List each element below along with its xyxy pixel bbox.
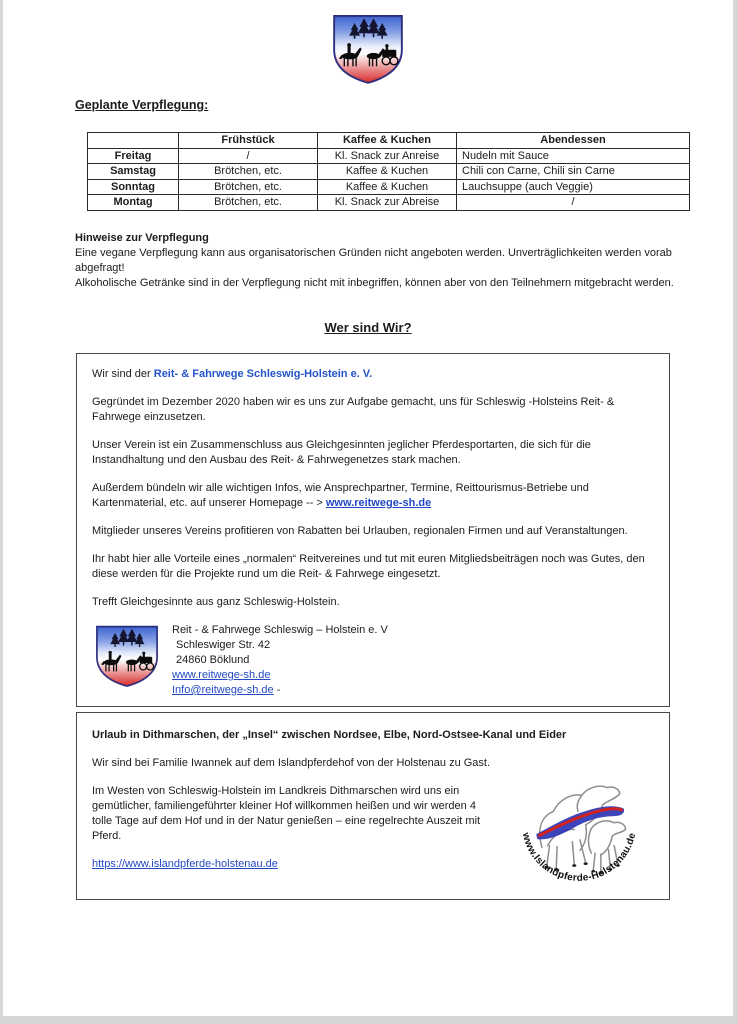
club-paragraph-meet: Trefft Gleichgesinnte aus ganz Schleswig-Holstein. [92, 596, 340, 608]
document-page [3, 0, 733, 1016]
section-title-who-we-are: Wer sind Wir? [324, 320, 412, 335]
club-paragraph-homepage [92, 481, 654, 511]
hints-line2: Alkoholische Getränke sind in der Verpflegung nicht mit inbegriffen, können aber von den Teilnehmern mitgebracht werden. [75, 277, 674, 289]
logo-curved-text: www.Islandpferde-Holstenau.de [519, 831, 639, 884]
cell-day: Freitag [88, 148, 179, 164]
holstenau-website-link[interactable]: https://www.islandpferde-holstenau.de [92, 858, 278, 870]
cell-abendessen: Lauchsuppe (auch Veggie) [457, 179, 690, 195]
holiday-info-box [76, 712, 670, 900]
club-info-box [76, 353, 670, 707]
hints-title: Hinweise zur Verpflegung [75, 232, 209, 244]
table-row [88, 148, 690, 164]
club-paragraph-founded: Gegründet im Dezember 2020 haben wir es uns zur Aufgabe gemacht, uns für Schleswig -Holsteins Reit- & Fahrwege einzusetzen. [92, 396, 615, 423]
scarf-shape [536, 806, 624, 839]
cell-fruehstueck: Brötchen, etc. [179, 195, 318, 211]
table-row [88, 179, 690, 195]
club-crest-logo [328, 12, 408, 86]
contact-email-link[interactable]: Info@reitwege-sh.de [172, 684, 274, 696]
contact-street: Schleswiger Str. 42 [176, 639, 271, 651]
homepage-text: Außerdem bündeln wir alle wichtigen Infos, wie Ansprechpartner, Termine, Reittourismus-Betriebe und Kartenmaterial, etc. auf unserer Homepage -- > [92, 482, 589, 509]
table-header-row [88, 133, 690, 149]
club-crest-logo-small [92, 623, 162, 689]
header-abendessen: Abendessen [457, 133, 690, 149]
table-row [88, 195, 690, 211]
holiday-title: Urlaub in Dithmarschen, der „Insel“ zwischen Nordsee, Elbe, Nord-Ostsee-Kanal und Eider [92, 729, 567, 741]
table-row [88, 164, 690, 180]
header-kaffee-kuchen: Kaffee & Kuchen [318, 133, 457, 149]
cell-kaffee: Kaffee & Kuchen [318, 164, 457, 180]
club-paragraph-membership: Ihr habt hier alle Vorteile eines „normalen“ Reitvereines und tut mit euren Mitgliedsbeiträgen noch was Gutes, den diese werden für die Projekte rund um die Reit- & Fahrwege eingesetzt. [92, 553, 645, 580]
cell-abendessen: / [457, 195, 690, 211]
meal-plan-table [87, 132, 690, 211]
cell-kaffee: Kaffee & Kuchen [318, 179, 457, 195]
club-paragraph-benefits: Mitglieder unseres Vereins profitieren von Rabatten bei Urlauben, regionalen Firmen und auf Veranstaltungen. [92, 525, 628, 537]
club-intro [92, 367, 654, 382]
reitwege-homepage-link[interactable]: www.reitwege-sh.de [325, 497, 432, 509]
cell-fruehstueck: / [179, 148, 318, 164]
header-fruehstueck: Frühstück [179, 133, 318, 149]
section-title-catering: Geplante Verpflegung: [75, 98, 209, 112]
cell-kaffee: Kl. Snack zur Anreise [318, 148, 457, 164]
club-paragraph-association: Unser Verein ist ein Zusammenschluss aus Gleichgesinnten jeglicher Pferdesportarten, die sich für die Instandhaltung und den Ausbau des Reit- & Fahrwegenetzes stark machen. [92, 439, 591, 466]
cell-day: Sonntag [88, 179, 179, 195]
cell-fruehstueck: Brötchen, etc. [179, 179, 318, 195]
contact-website-link[interactable]: www.reitwege-sh.de [172, 669, 271, 681]
header-empty [88, 133, 179, 149]
catering-hints [75, 231, 681, 291]
club-contact-block [92, 623, 654, 698]
cell-day: Montag [88, 195, 179, 211]
intro-prefix: Wir sind der [92, 368, 154, 380]
holiday-paragraph-description: Im Westen von Schleswig-Holstein im Landkreis Dithmarschen wird uns ein gemütlicher, familiengeführter kleiner Hof willkommen heißen und wir werden 4 tolle Tage auf dem Hof und in der Natur genießen – eine regelrechte Auszeit mit Pferd. [92, 785, 481, 842]
hints-line1: Eine vegane Verpflegung kann aus organisatorischen Gründen nicht angeboten werden. Unverträglichkeiten werden vorab abgefragt! [75, 247, 672, 274]
email-suffix: - [273, 684, 281, 696]
cell-fruehstueck: Brötchen, etc. [179, 164, 318, 180]
holiday-paragraph-host: Wir sind bei Familie Iwannek auf dem Islandpferdehof von der Holstenau zu Gast. [92, 757, 491, 769]
contact-lines [172, 623, 388, 698]
contact-name: Reit - & Fahrwege Schleswig – Holstein e. V [172, 624, 388, 636]
cell-abendessen: Chili con Carne, Chili sin Carne [457, 164, 690, 180]
club-name: Reit- & Fahrwege Schleswig-Holstein e. V. [153, 368, 373, 380]
cell-abendessen: Nudeln mit Sauce [457, 148, 690, 164]
cell-day: Samstag [88, 164, 179, 180]
cell-kaffee: Kl. Snack zur Abreise [318, 195, 457, 211]
contact-city: 24860 Böklund [176, 654, 250, 666]
islandpferde-holstenau-logo [504, 762, 654, 895]
